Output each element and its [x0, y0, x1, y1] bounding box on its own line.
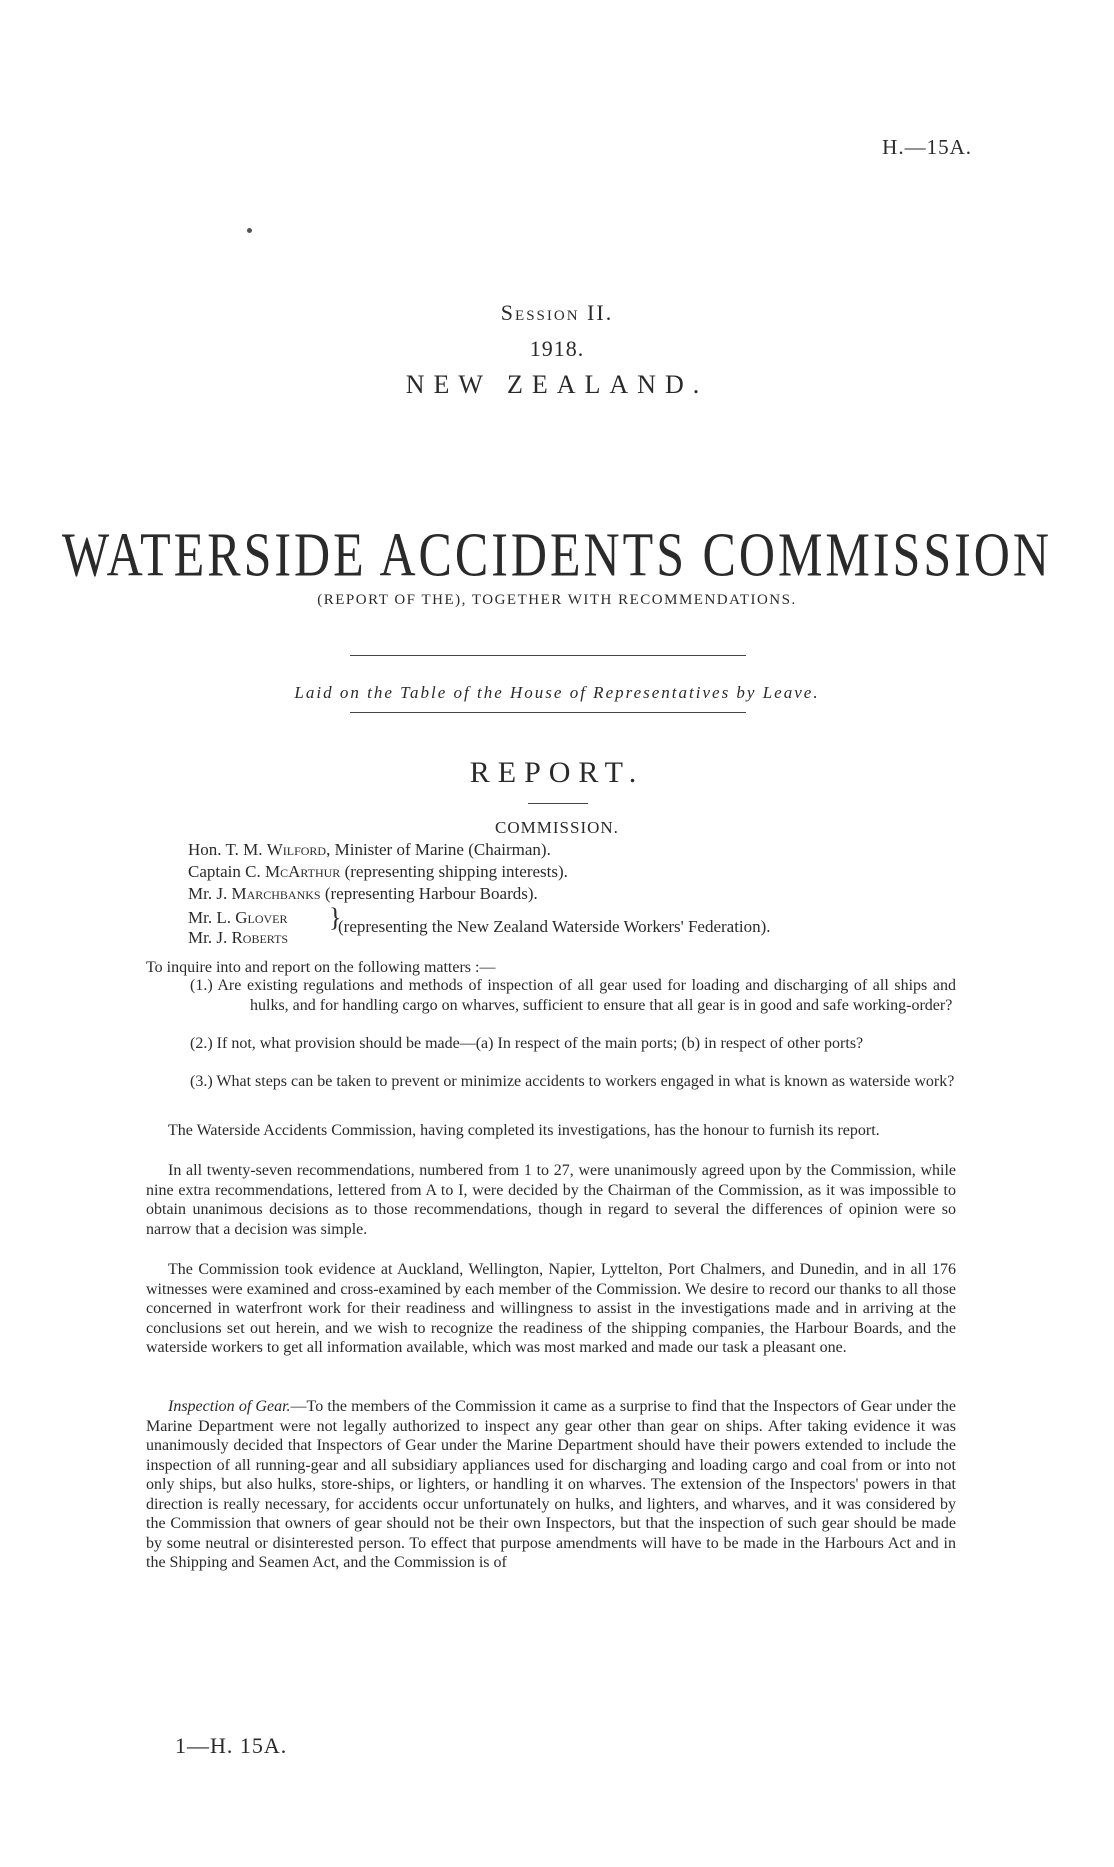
commission-member: Captain C. McArthur (representing shipping interests). [188, 862, 568, 881]
member-name: Marchbanks [231, 884, 321, 903]
body-paragraph: Inspection of Gear.—To the members of the Commission it came as a surprise to find that the Inspectors of Gear under the Marine Department were not legally authorized to inspect any gear other than gear on ships. After taking evidence it was unanimously decided that Inspectors of Gear under the Marine Department should have their powers extended to include the inspection of all running-gear and all subsidiary appliances used for discharging and loading cargo and coal from or into not only ships, but also hulks, store-ships, or lighters, or handling it on wharves. The extension of the Inspectors' powers in that direction is really necessary, for accidents occur unfortunately on hulks, and lighters, and wharves, and it was considered by the Commission that owners of gear should not be their own Inspectors, but that the inspection of such gear should be made by some neutral or disinterested person. To effect that purpose amendments will have to be made in the Harbours Act and in the Shipping and Seamen Act, and the Commission is of [146, 1398, 957, 1571]
member-name: Roberts [231, 928, 289, 947]
commission-member: Hon. T. M. Wilford, Minister of Marine (Chairman). [188, 840, 551, 859]
commission-member: Mr. J. Marchbanks (representing Harbour Boards). [188, 884, 538, 903]
body-paragraph: The Waterside Accidents Commission, having completed its investigations, has the honour to furnish its report. [168, 1122, 880, 1139]
terms-of-reference-intro: To inquire into and report on the following matters :— [146, 959, 496, 976]
document-title: WATERSIDE ACCIDENTS COMMISSION [61, 519, 1053, 590]
section-lead: Inspection of Gear. [168, 1398, 291, 1415]
terms-item: (3.) What steps can be taken to prevent or minimize accidents to workers engaged in what is known as waterside work? [190, 1073, 955, 1090]
document-subtitle: (REPORT OF THE), TOGETHER WITH RECOMMENDATIONS. [317, 592, 797, 608]
commission-member: Mr. L. Glover [188, 908, 288, 927]
commission-heading: COMMISSION. [495, 818, 619, 837]
session-label: Session II. [500, 300, 614, 325]
year-label: 1918. [529, 336, 585, 361]
report-heading: REPORT. [469, 756, 645, 789]
terms-item: (2.) If not, what provision should be made—(a) In respect of the main ports; (b) in respect of other ports? [190, 1035, 864, 1052]
body-paragraph: In all twenty-seven recommendations, numbered from 1 to 27, were unanimously agreed upon by the Commission, while nine extra recommendations, lettered from A to I, were decided by the Chairman of the Commission, as it was impossible to obtain unanimous decisions as to those recommendations, though in regard to several the differences of opinion were so narrow that a decision was simple. [146, 1162, 956, 1238]
commission-member: Mr. J. Roberts [188, 928, 289, 947]
shared-member-role: (representing the New Zealand Waterside Workers' Federation). [338, 917, 771, 936]
divider-rule [350, 712, 746, 713]
member-name: Glover [235, 908, 288, 927]
brace-glyph: } [329, 903, 342, 932]
page-reference: H.—15A. [882, 135, 972, 159]
short-divider-rule [528, 803, 588, 804]
body-paragraph: The Commission took evidence at Auckland, Wellington, Napier, Lyttelton, Port Chalmers, and Dunedin, and in all 176 witnesses were examined and cross-examined by each member of the Commission. We desire to record our thanks to all those concerned in waterfront work for their readiness and willingness to assist in the investigations made and in arriving at the conclusions set out herein, and we wish to recognize the readiness of the shipping companies, the Harbour Boards, and the waterside workers to get all information available, which was most marked and made our task a pleasant one. [146, 1261, 956, 1356]
ink-speck [247, 228, 252, 233]
footer-page-reference: 1—H. 15A. [175, 1733, 288, 1758]
country-label: NEW ZEALAND. [405, 370, 709, 399]
laid-on-table-note: Laid on the Table of the House of Representatives by Leave. [294, 683, 820, 702]
member-name: McArthur [264, 862, 341, 881]
terms-item: (1.) Are existing regulations and methods of inspection of all gear used for loading and discharging of all ships and hulks, and for handling cargo on wharves, sufficient to ensure that all gear is in good and safe working-order? [190, 977, 956, 1014]
divider-rule [350, 655, 746, 656]
member-name: Wilford [266, 840, 327, 859]
